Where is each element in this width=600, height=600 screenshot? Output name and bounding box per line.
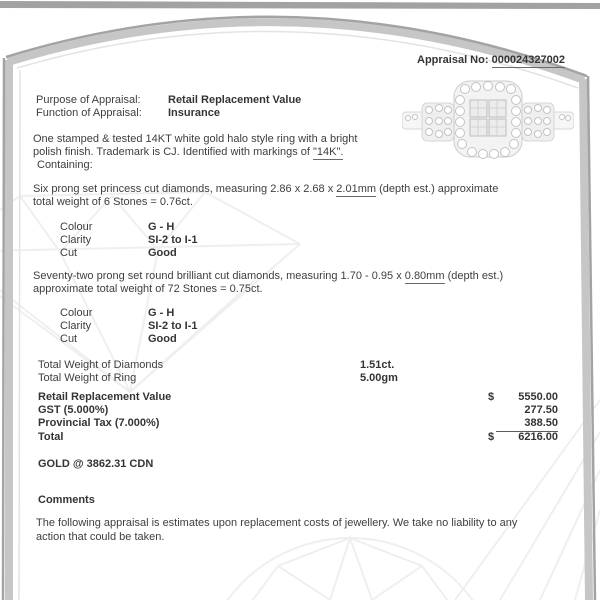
stone2-desc-line1 bbox=[33, 270, 503, 283]
weight-diamonds-label: Total Weight of Diamonds bbox=[38, 359, 164, 371]
stone1-cut-label: Cut bbox=[60, 247, 78, 259]
stone1-desc-pre: Six prong set princess cut diamonds, measuring 2.86 x 2.68 x bbox=[33, 183, 337, 195]
stone2-clarity-label: Clarity bbox=[60, 320, 92, 332]
stone2-cut-value: Good bbox=[148, 333, 177, 345]
stone1-clarity-value: SI-2 to I-1 bbox=[148, 234, 198, 246]
stone2-colour-label: Colour bbox=[60, 307, 93, 319]
function-row bbox=[36, 107, 220, 120]
weight-diamonds-value: 1.51ct. bbox=[360, 359, 395, 371]
description-line2-text: polish finish. Trademark is CJ. Identified with markings of bbox=[33, 146, 314, 158]
weight-ring-label: Total Weight of Ring bbox=[38, 372, 137, 384]
comments-heading: Comments bbox=[38, 494, 95, 506]
stone2-clarity-row bbox=[60, 320, 198, 333]
stone2-cut-row bbox=[60, 333, 177, 346]
stone2-desc-post: (depth est.) bbox=[444, 270, 504, 282]
price-row-amount: 6216.00 bbox=[518, 431, 558, 443]
stone2-colour-row bbox=[60, 307, 174, 320]
stone2-cut-label: Cut bbox=[60, 333, 78, 345]
description-line1: One stamped & tested 14KT white gold halo style ring with a bright bbox=[33, 133, 358, 145]
stone2-colour-value: G - H bbox=[148, 307, 175, 319]
purpose-row bbox=[36, 94, 301, 107]
price-row-label: GST (5.000%) bbox=[38, 404, 109, 416]
price-row-label: Provincial Tax (7.000%) bbox=[38, 417, 160, 429]
appraisal-number bbox=[417, 54, 565, 67]
function-value: Insurance bbox=[168, 107, 220, 119]
stone1-colour-label: Colour bbox=[60, 221, 93, 233]
description-line2 bbox=[33, 146, 343, 159]
price-row-currency: $ bbox=[488, 431, 495, 443]
comments-body: The following appraisal is estimates upon replacement costs of jewellery. We take no liability to any action that could be taken. bbox=[36, 517, 518, 543]
price-row-amount: 277.50 bbox=[524, 404, 558, 416]
price-row-label: Retail Replacement Value bbox=[38, 391, 172, 403]
stone1-desc-line2: total weight of 6 Stones = 0.76ct. bbox=[33, 196, 193, 208]
stone2-clarity-value: SI-2 to I-1 bbox=[148, 320, 198, 332]
function-label: Function of Appraisal: bbox=[36, 107, 142, 119]
stone1-desc-line1 bbox=[33, 183, 498, 196]
stone2-depth: 0.80mm bbox=[404, 270, 445, 282]
frame-top-strip bbox=[0, 1, 600, 9]
price-row-amount: 388.50 bbox=[496, 417, 558, 432]
stone1-clarity-row bbox=[60, 234, 198, 247]
stone2-desc-line2: approximate total weight of 72 Stones = 0.75ct. bbox=[33, 283, 263, 295]
stone1-clarity-label: Clarity bbox=[60, 234, 92, 246]
price-row-amount: 5550.00 bbox=[518, 391, 558, 403]
purpose-label: Purpose of Appraisal: bbox=[36, 94, 141, 106]
ring-photo bbox=[402, 76, 574, 164]
marking-value: "14K". bbox=[313, 146, 344, 158]
description-line3: Containing: bbox=[37, 159, 93, 171]
stone1-colour-row bbox=[60, 221, 174, 234]
price-row-currency: $ bbox=[488, 391, 495, 403]
stone2-desc-pre: Seventy-two prong set round brilliant cut diamonds, measuring 1.70 - 0.95 x bbox=[33, 270, 405, 282]
appraisal-number-value: 000024327002 bbox=[491, 54, 565, 66]
appraisal-number-label: Appraisal No: bbox=[417, 54, 492, 66]
stone1-depth: 2.01mm bbox=[336, 183, 377, 195]
stone1-cut-value: Good bbox=[148, 247, 177, 259]
weight-ring-value: 5.00gm bbox=[360, 372, 398, 384]
purpose-value: Retail Replacement Value bbox=[168, 94, 302, 106]
gold-rate-note: GOLD @ 3862.31 CDN bbox=[38, 458, 154, 470]
stone1-colour-value: G - H bbox=[148, 221, 175, 233]
stone1-cut-row bbox=[60, 247, 177, 260]
price-row-label: Total bbox=[38, 431, 64, 443]
stone1-desc-post: (depth est.) approximate bbox=[376, 183, 499, 195]
